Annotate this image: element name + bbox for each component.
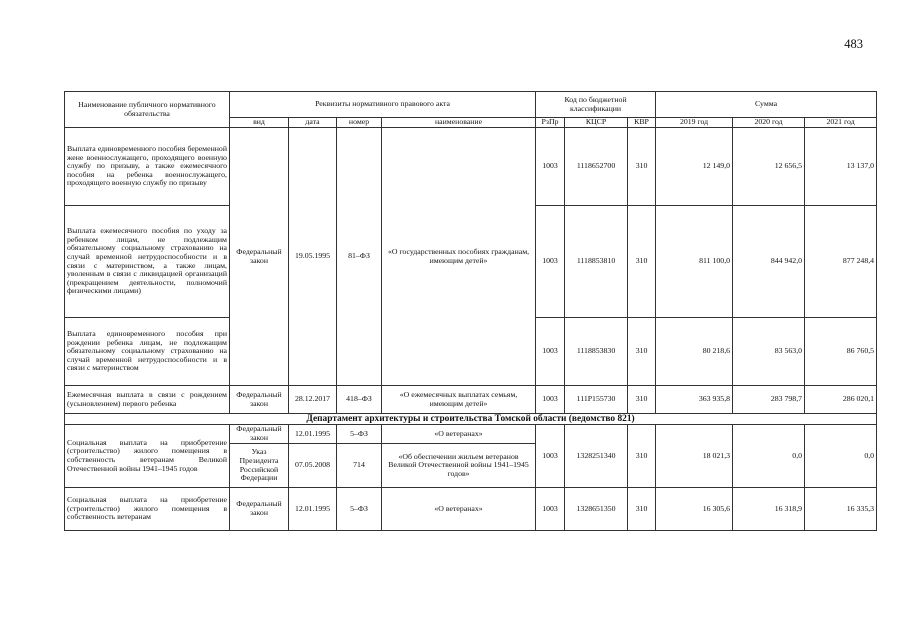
rzpr-cell: 1003 — [536, 128, 565, 206]
kcsr-cell: 1118652700 — [565, 128, 628, 206]
table-row — [65, 488, 877, 531]
sum-2020-cell: 83 563,0 — [733, 318, 805, 386]
act-title: «Об обеспечении жильем ветеранов Великой Отечественной войны 1941–1945 годов» — [382, 444, 536, 488]
table-row — [65, 386, 877, 414]
rzpr-cell: 1003 — [536, 488, 565, 531]
sum-2021-cell: 286 020,1 — [805, 386, 877, 414]
act-kind: Федеральный закон — [230, 128, 289, 386]
sum-2021-cell: 16 335,3 — [805, 488, 877, 531]
sum-2019-cell: 16 305,6 — [656, 488, 733, 531]
act-number: 5–ФЗ — [337, 425, 382, 444]
act-number: 81–ФЗ — [337, 128, 382, 386]
header-rzpr: РзПр — [536, 118, 565, 128]
rzpr-cell: 1003 — [536, 425, 565, 488]
kvr-cell: 310 — [628, 488, 656, 531]
sum-2019-cell: 18 021,3 — [656, 425, 733, 488]
act-title: «О ежемесячных выплатах семьям, имеющим детей» — [382, 386, 536, 414]
obligations-table — [64, 91, 877, 531]
kvr-cell: 310 — [628, 386, 656, 414]
header-kind: вид — [230, 118, 289, 128]
act-kind: Указ Президента Российской Федерации — [230, 444, 289, 488]
act-number: 418–ФЗ — [337, 386, 382, 414]
act-title: «О ветеранах» — [382, 425, 536, 444]
kvr-cell: 310 — [628, 128, 656, 206]
act-number: 5–ФЗ — [337, 488, 382, 531]
sum-2020-cell: 0,0 — [733, 425, 805, 488]
act-date: 28.12.2017 — [289, 386, 337, 414]
header-2021: 2021 год — [805, 118, 877, 128]
header-requisites: Реквизиты нормативного правового акта — [230, 92, 536, 118]
header-sum: Сумма — [656, 92, 877, 118]
sum-2021-cell: 13 137,0 — [805, 128, 877, 206]
header-title: наименование — [382, 118, 536, 128]
sum-2021-cell: 877 248,4 — [805, 206, 877, 318]
sum-2021-cell: 0,0 — [805, 425, 877, 488]
kcsr-cell: 1118853830 — [565, 318, 628, 386]
act-date: 07.05.2008 — [289, 444, 337, 488]
sum-2019-cell: 12 149,0 — [656, 128, 733, 206]
act-title: «О государственных пособиях гражданам, имеющим детей» — [382, 128, 536, 386]
header-number: номер — [337, 118, 382, 128]
header-2020: 2020 год — [733, 118, 805, 128]
obligation-name: Выплата единовременного пособия при рождении ребенка лицам, не подлежащим обязательному социальному страхованию на случай временной нетрудоспособности и в связи с материнством — [65, 318, 230, 386]
act-number: 714 — [337, 444, 382, 488]
obligation-name: Ежемесячная выплата в связи с рождением (усыновлением) первого ребенка — [65, 386, 230, 414]
header-row-1 — [65, 92, 877, 118]
rzpr-cell: 1003 — [536, 318, 565, 386]
sum-2019-cell: 80 218,6 — [656, 318, 733, 386]
sum-2021-cell: 86 760,5 — [805, 318, 877, 386]
kcsr-cell: 1328251340 — [565, 425, 628, 488]
header-budget-code: Код по бюджетной классификации — [536, 92, 656, 118]
header-2019: 2019 год — [656, 118, 733, 128]
sum-2020-cell: 16 318,9 — [733, 488, 805, 531]
kvr-cell: 310 — [628, 425, 656, 488]
act-date: 19.05.1995 — [289, 128, 337, 386]
sum-2020-cell: 283 798,7 — [733, 386, 805, 414]
page-number: 483 — [844, 37, 863, 51]
header-name: Наименование публичного нормативного обязательства — [65, 92, 230, 128]
obligation-name: Выплата единовременного пособия беременной жене военнослужащего, проходящего военную службу по призыву, а также ежемесячного пособия на ребенка военнослужащего, проходящего военную службу по призыву — [65, 128, 230, 206]
sum-2019-cell: 363 935,8 — [656, 386, 733, 414]
kcsr-cell: 1328651350 — [565, 488, 628, 531]
sum-2019-cell: 811 100,0 — [656, 206, 733, 318]
rzpr-cell: 1003 — [536, 206, 565, 318]
kvr-cell: 310 — [628, 206, 656, 318]
header-date: дата — [289, 118, 337, 128]
act-date: 12.01.1995 — [289, 488, 337, 531]
kcsr-cell: 1118853810 — [565, 206, 628, 318]
section-row — [65, 414, 877, 425]
table-row — [65, 425, 877, 444]
section-title: Департамент архитектуры и строительства Томской области (ведомство 821) — [65, 414, 877, 425]
sum-2020-cell: 844 942,0 — [733, 206, 805, 318]
sum-2020-cell: 12 656,5 — [733, 128, 805, 206]
kcsr-cell: 111P155730 — [565, 386, 628, 414]
header-kcsr: КЦСР — [565, 118, 628, 128]
act-title: «О ветеранах» — [382, 488, 536, 531]
obligation-name: Социальная выплата на приобретение (строительство) жилого помещения в собственность ветеранам Великой Отечественной войны 1941–1945 годов — [65, 425, 230, 488]
act-kind: Федеральный закон — [230, 425, 289, 444]
header-kvr: КВР — [628, 118, 656, 128]
obligation-name: Социальная выплата на приобретение (строительство) жилого помещения в собственность ветеранам — [65, 488, 230, 531]
kvr-cell: 310 — [628, 318, 656, 386]
obligation-name: Выплата ежемесячного пособия по уходу за ребенком лицам, не подлежащим обязательному социальному страхованию на случай временной нетрудоспособности и в связи с материнством, а также лицам, уволенным в связи с ликвидацией организаций (прекращением деятельности, полномочий физическими лицами) — [65, 206, 230, 318]
act-date: 12.01.1995 — [289, 425, 337, 444]
act-kind: Федеральный закон — [230, 386, 289, 414]
act-kind: Федеральный закон — [230, 488, 289, 531]
rzpr-cell: 1003 — [536, 386, 565, 414]
table-row — [65, 128, 877, 206]
